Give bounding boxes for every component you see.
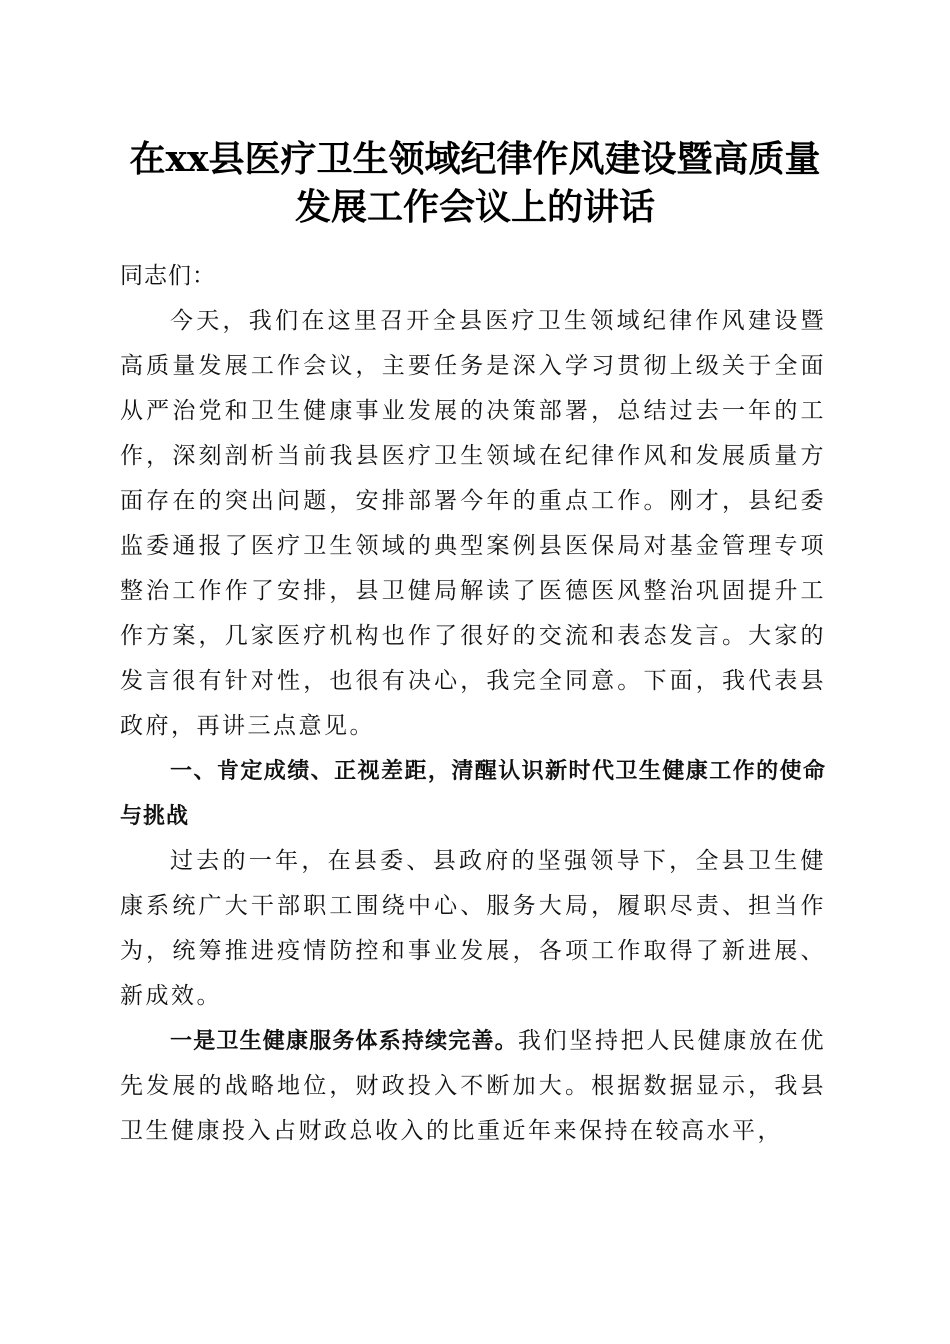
paragraph-point-1 [120, 1019, 826, 1154]
title-line-1: 在xx县医疗卫生领域纪律作风建设暨高质量 [129, 138, 821, 180]
greeting: 同志们： [120, 263, 216, 289]
title-line-2: 发展工作会议上的讲话 [294, 186, 655, 228]
paragraph-achievements: 过去的一年，在县委、县政府的坚强领导下，全县卫生健康系统广大干部职工围绕中心、服务大局，履职尽责、担当作为，统筹推进疫情防控和事业发展，各项工作取得了新进展、新成效。 [120, 848, 826, 1009]
section-heading-1: 一、肯定成绩、正视差距，清醒认识新时代卫生健康工作的使命与挑战 [120, 759, 826, 829]
document-title [100, 135, 850, 231]
point-1-lead: 一是卫生健康服务体系持续完善。 [170, 1029, 518, 1054]
point-1-text: 我们坚持把人民健康放在优先发展的战略地位，财政投入不断加大。根据数据显示，我县卫生健康投入占财政总收入的比重近年来保持在较高水平， [120, 1028, 826, 1144]
paragraph-intro: 今天，我们在这里召开全县医疗卫生领域纪律作风建设暨高质量发展工作会议，主要任务是深入学习贯彻上级关于全面从严治党和卫生健康事业发展的决策部署，总结过去一年的工作，深刻剖析当前我县医疗卫生领域在纪律作风和发展质量方面存在的突出问题，安排部署今年的重点工作。刚才，县纪委监委通报了医疗卫生领域的典型案例县医保局对基金管理专项整治工作作了安排，县卫健局解读了医德医风整治巩固提升工作方案，几家医疗机构也作了很好的交流和表态发言。大家的发言很有针对性，也很有决心，我完全同意。下面，我代表县政府，再讲三点意见。 [120, 308, 826, 739]
document-body [120, 254, 826, 1154]
